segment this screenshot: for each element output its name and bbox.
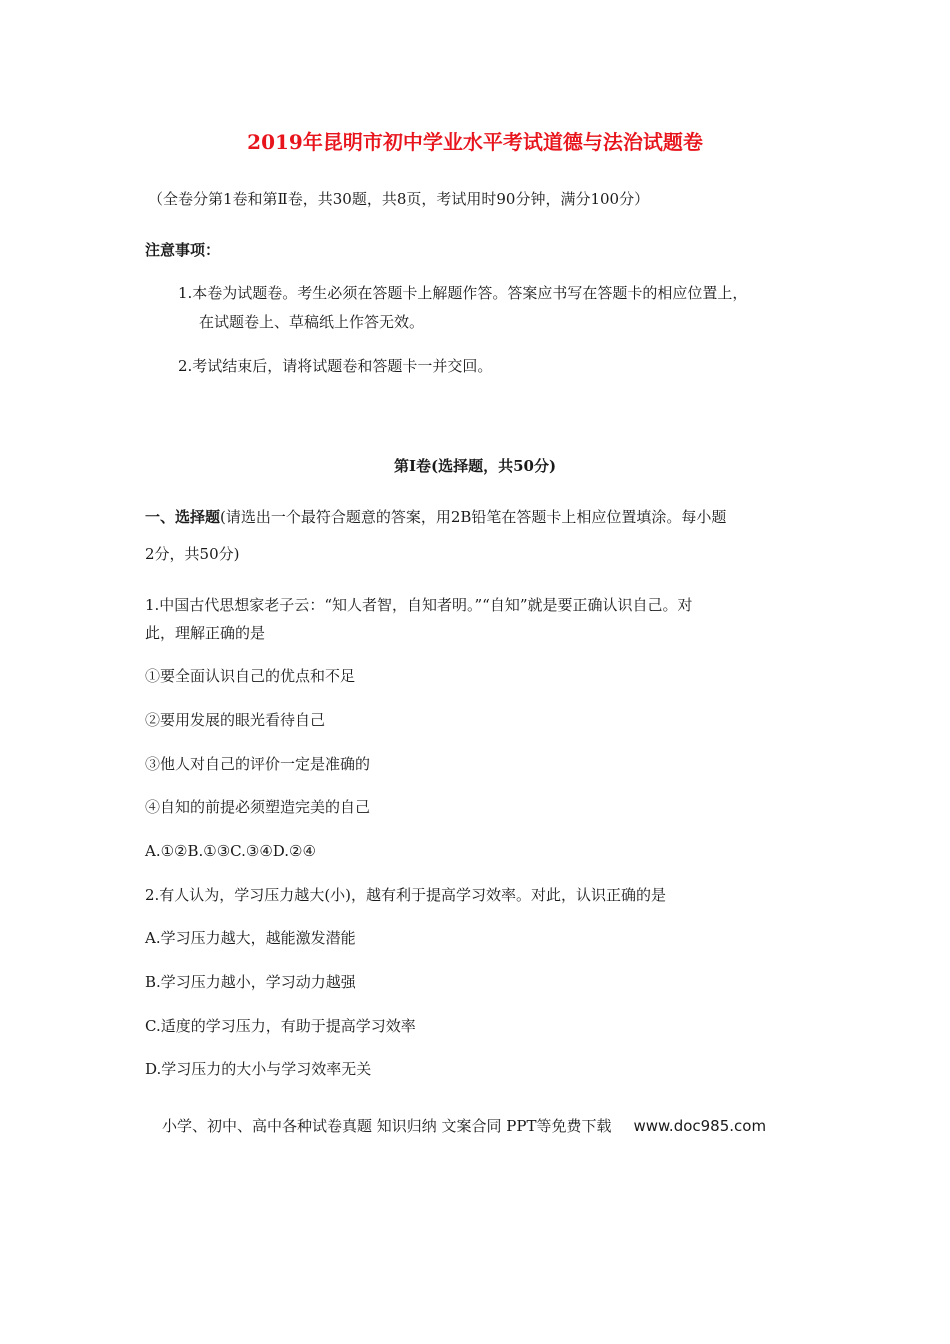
part-label: 一、选择题 xyxy=(145,508,221,526)
exam-subtitle: （全卷分第1卷和第Ⅱ卷，共30题，共8页，考试用时90分钟，满分100分） xyxy=(148,190,650,208)
footer xyxy=(162,1116,766,1136)
question-1-statement-1: ①要全面认识自己的优点和不足 xyxy=(145,667,356,685)
question-2-option-c: C.适度的学习压力，有助于提高学习效率 xyxy=(145,1017,416,1035)
question-1-statement-2: ②要用发展的眼光看待自己 xyxy=(145,711,326,729)
question-1-stem-line-1: 1.中国古代思想家老子云：“知人者智，自知者明。”“自知”就是要正确认识自己。对 xyxy=(145,596,693,614)
question-1-choices: A.①②B.①③C.③④D.②④ xyxy=(145,842,316,860)
question-2-stem: 2.有人认为，学习压力越大(小)，越有利于提高学习效率。对此，认识正确的是 xyxy=(145,886,667,904)
notes-heading: 注意事项： xyxy=(145,241,221,259)
question-1-stem-line-2: 此，理解正确的是 xyxy=(145,624,266,642)
page-title: 2019年昆明市初中学业水平考试道德与法治试题卷 xyxy=(247,130,703,154)
footer-text: 小学、初中、高中各种试卷真题 知识归纳 文案合同 PPT等免费下载 xyxy=(162,1117,612,1135)
notes-item-1-line-1: 1.本卷为试题卷。考生必须在答题卡上解题作答。答案应书写在答题卡的相应位置上， xyxy=(178,284,748,302)
notes-item-2: 2.考试结束后，请将试题卷和答题卡一并交回。 xyxy=(178,357,493,375)
question-1-statement-3: ③他人对自己的评价一定是准确的 xyxy=(145,755,371,773)
part-instructions-line-1 xyxy=(145,507,726,527)
part-instructions-line-2: 2分，共50分) xyxy=(145,545,240,563)
question-2-option-b: B.学习压力越小，学习动力越强 xyxy=(145,973,356,991)
footer-site-link[interactable]: www.doc985.com xyxy=(633,1117,767,1135)
question-1-statement-4: ④自知的前提必须塑造完美的自己 xyxy=(145,798,371,816)
section-title: 第Ⅰ卷(选择题，共50分) xyxy=(393,457,557,475)
question-2-option-a: A.学习压力越大，越能激发潜能 xyxy=(145,929,356,947)
part-instructions-text: (请选出一个最符合题意的答案，用2B铅笔在答题卡上相应位置填涂。每小题 xyxy=(220,508,727,526)
notes-item-1-line-2: 在试题卷上、草稿纸上作答无效。 xyxy=(199,313,425,331)
question-2-option-d: D.学习压力的大小与学习效率无关 xyxy=(145,1060,372,1078)
